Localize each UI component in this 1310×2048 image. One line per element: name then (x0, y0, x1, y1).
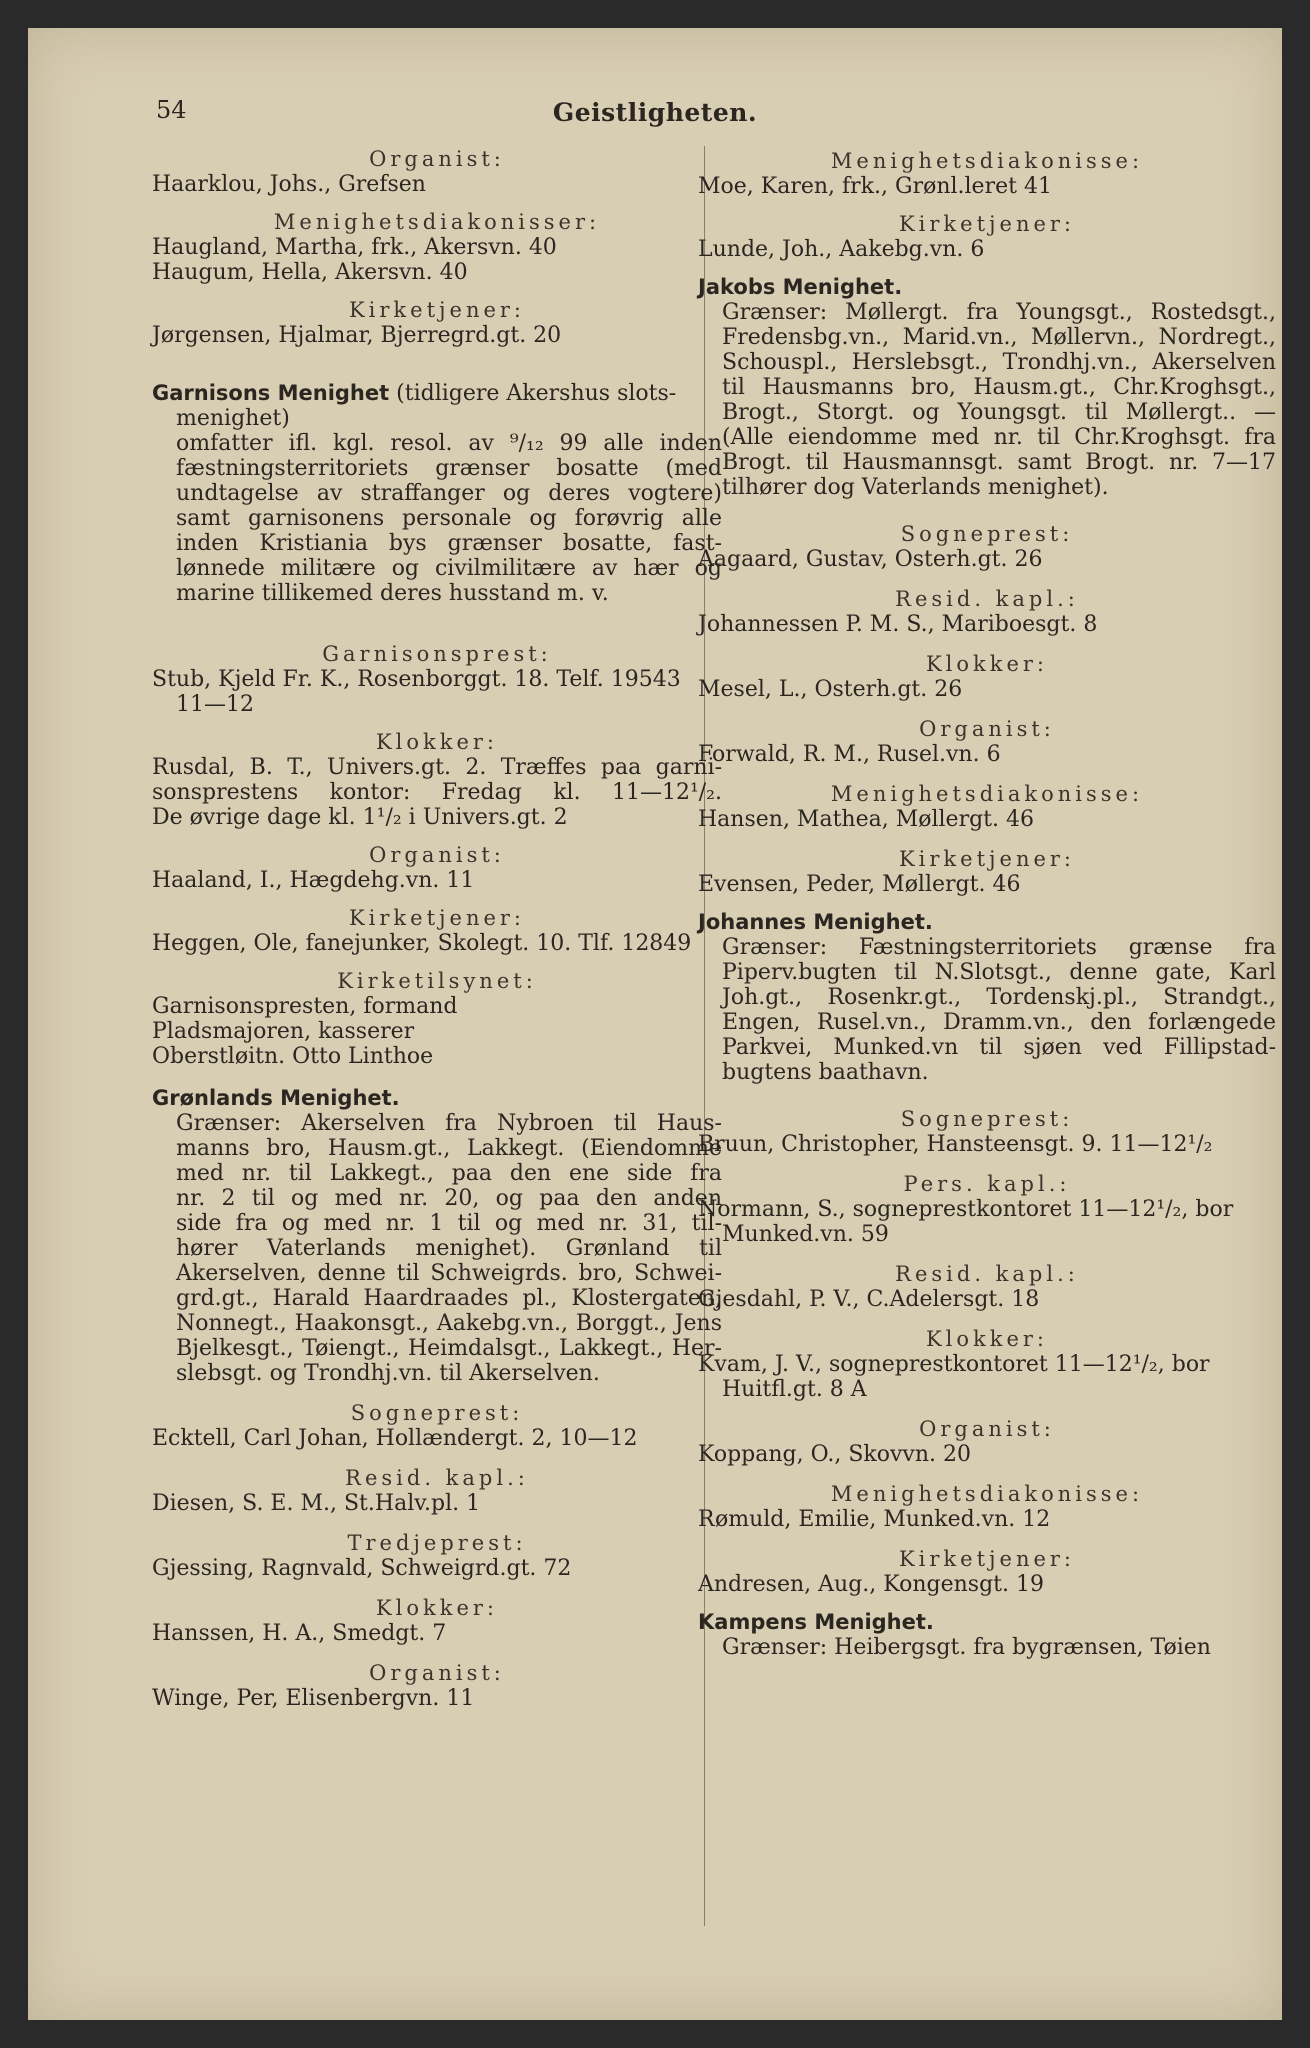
section-heading: Pers. kapl.: (903, 1172, 1071, 1196)
section-heading: Kirketjener: (348, 298, 526, 322)
entry: Ecktell, Carl Johan, Hollændergt. 2, 10—12 (152, 1426, 638, 1451)
section-heading: Menighetsdiakonisse: (830, 149, 1144, 173)
parish-description: menighet) omfatter ifl. kgl. resol. av ⁹/₁₂ 99 alle inden fæstningsterritoriets grænser bosatte (med undtagelse av straffanger og deres vogtere) samt garnisonens personale og forøvrig alle inden Kristiania bys grænser bosatte, fast- lønnede militære og civilmilitære av hær og marine tillikemed deres husstand m. v. (176, 406, 722, 606)
section-heading: Menighetsdiakonisser: (273, 210, 601, 234)
entry: Diesen, S. E. M., St.Halv.pl. 1 (152, 1491, 481, 1516)
entry: Heggen, Ole, fanejunker, Skolegt. 10. Tlf. 12849 (152, 931, 692, 956)
parish-block-garnison (152, 381, 722, 606)
entry: Bruun, Christopher, Hansteensgt. 9. 11—12¹/₂ (698, 1132, 1213, 1157)
parish-description: Grænser: Møllergt. fra Youngsgt., Rostedsgt., Fredensbg.vn., Marid.vn., Møllervn., Nordregt., Schouspl., Herslebsgt., Trondhj.vn., Akerselven til Hausmanns bro, Hausm.gt., Chr.Kroghsgt., Brogt., Storgt. og Youngsgt. til Møllergt.. — (Alle eiendomme med nr. til Chr.Kroghsgt. fra Brogt. til Hausmannsgt. samt Brogt. nr. 7—17 tilhører dog Vaterlands menighet). (722, 300, 1276, 500)
entry: Garnisonspresten, formand (152, 994, 458, 1019)
section-heading: Garnisonsprest: (322, 642, 552, 666)
section-heading: Klokker: (925, 1327, 1049, 1351)
section-heading: Kirketilsynet: (337, 969, 537, 993)
section-heading: Sogneprest: (900, 1107, 1074, 1131)
section-heading: Organist: (919, 1417, 1055, 1441)
parish-block-johannes (698, 910, 1276, 1085)
section-heading: Klokker: (375, 1596, 499, 1620)
parish-title: Jakobs Menighet. (698, 275, 903, 299)
section-heading: Kirketjener: (898, 847, 1076, 871)
section-heading: Resid. kapl.: (895, 587, 1079, 611)
entry: Evensen, Peder, Møllergt. 46 (698, 872, 1021, 897)
entry: Kvam, J. V., sogneprestkontoret 11—12¹/₂, bor (698, 1352, 1210, 1377)
section-heading: Tredjeprest: (347, 1531, 527, 1555)
section-heading: Klokker: (375, 730, 499, 754)
entry: Normann, S., sogneprestkontoret 11—12¹/₂, bor (698, 1197, 1234, 1222)
section-heading: Organist: (369, 1661, 505, 1685)
section-heading: Kirketjener: (898, 212, 1076, 236)
entry: Koppang, O., Skovvn. 20 (698, 1442, 971, 1467)
section-heading: Klokker: (925, 652, 1049, 676)
section-heading: Sogneprest: (350, 1401, 524, 1425)
entry: Mesel, L., Osterh.gt. 26 (698, 677, 963, 702)
page-number: 54 (156, 96, 187, 124)
entry: Stub, Kjeld Fr. K., Rosenborggt. 18. Telf. 19543 (152, 667, 681, 692)
parish-block-gronland (152, 1086, 722, 1386)
parish-description: Grænser: Heibergsgt. fra bygrænsen, Tøien (722, 1635, 1211, 1660)
entry: Moe, Karen, frk., Grønl.leret 41 (698, 174, 1052, 199)
section-heading: Resid. kapl.: (345, 1466, 529, 1490)
entry: Aagaard, Gustav, Osterh.gt. 26 (698, 547, 1043, 572)
entry: Rusdal, B. T., Univers.gt. 2. Træffes paa garni- sonsprestens kontor: Fredag kl. 11—12¹/₂. De øvrige dage kl. 1¹/₂ i Univers.gt. 2 (152, 755, 722, 830)
page-title: Geistligheten. (552, 98, 758, 127)
scanned-page (28, 28, 1282, 2020)
entry: Munked.vn. 59 (722, 1222, 889, 1247)
parish-title: Kampens Menighet. (698, 1610, 934, 1634)
entry: Forwald, R. M., Rusel.vn. 6 (698, 742, 1001, 767)
entry: Johannessen P. M. S., Mariboesgt. 8 (698, 612, 1098, 637)
entry: Lunde, Joh., Aakebg.vn. 6 (698, 237, 985, 262)
entry: Haugum, Hella, Akersvn. 40 (152, 260, 468, 285)
parish-title: Johannes Menighet. (698, 910, 933, 934)
entry: Hansen, Mathea, Møllergt. 46 (698, 807, 1034, 832)
parish-description: Grænser: Akerselven fra Nybroen til Haus- manns bro, Hausm.gt., Lakkegt. (Eiendomme med nr. til Lakkegt., paa den ene side fra nr. 2 til og med nr. 20, og paa den anden side fra og med nr. 1 til og med nr. 31, til- hører Vaterlands menighet). Grønland til Akerselven, denne til Schweigrds. bro, Schwei- grd.gt., Harald Haardraades pl., Klostergaten, Nonnegt., Haakonsgt., Aakebg.vn., Borggt., Jens Bjelkesgt., Tøiengt., Heimdalsgt., Lakkegt., Her- slebsgt. og Trondhj.vn. til Akerselven. (176, 1111, 722, 1386)
section-heading: Kirketjener: (898, 1547, 1076, 1571)
parish-block-jakob (698, 275, 1276, 500)
entry: Haaland, I., Hægdehg.vn. 11 (152, 868, 475, 893)
entry: Gjessing, Ragnvald, Schweigrd.gt. 72 (152, 1556, 572, 1581)
entry: Winge, Per, Elisenbergvn. 11 (152, 1686, 475, 1711)
section-heading: Menighetsdiakonisse: (830, 782, 1144, 806)
parish-title: Grønlands Menighet. (152, 1086, 400, 1110)
left-column (152, 145, 722, 1711)
entry: 11—12 (176, 692, 254, 717)
section-heading: Kirketjener: (348, 906, 526, 930)
entry: Haarklou, Johs., Grefsen (152, 172, 426, 197)
parish-description: Grænser: Fæstningsterritoriets grænse fra Piperv.bugten til N.Slotsgt., denne gate, Karl Joh.gt., Rosenkr.gt., Tordenskj.pl., Strandgt., Engen, Rusel.vn., Dramm.vn., den forlængede Parkvei, Munked.vn til sjøen ved Fillipstad- bugtens baathavn. (722, 935, 1276, 1085)
entry: Gjesdahl, P. V., C.Adelersgt. 18 (698, 1287, 1040, 1312)
entry: Andresen, Aug., Kongensgt. 19 (698, 1572, 1044, 1597)
right-column (698, 145, 1276, 1660)
parish-block-kampen (698, 1610, 1276, 1660)
section-heading: Organist: (369, 843, 505, 867)
entry: Rømuld, Emilie, Munked.vn. 12 (698, 1507, 1051, 1532)
parish-title: Garnisons Menighet (tidligere Akershus slots- (152, 381, 677, 406)
section-heading: Menighetsdiakonisse: (830, 1482, 1144, 1506)
section-heading: Sogneprest: (900, 522, 1074, 546)
entry: Pladsmajoren, kasserer (152, 1019, 415, 1044)
entry: Jørgensen, Hjalmar, Bjerregrd.gt. 20 (152, 323, 562, 348)
entry: Haugland, Martha, frk., Akersvn. 40 (152, 235, 557, 260)
entry: Huitfl.gt. 8 A (722, 1377, 867, 1402)
entry: Hanssen, H. A., Smedgt. 7 (152, 1621, 447, 1646)
section-heading: Organist: (919, 717, 1055, 741)
entry: Oberstløitn. Otto Linthoe (152, 1044, 434, 1069)
section-heading: Resid. kapl.: (895, 1262, 1079, 1286)
section-heading: Organist: (369, 147, 505, 171)
